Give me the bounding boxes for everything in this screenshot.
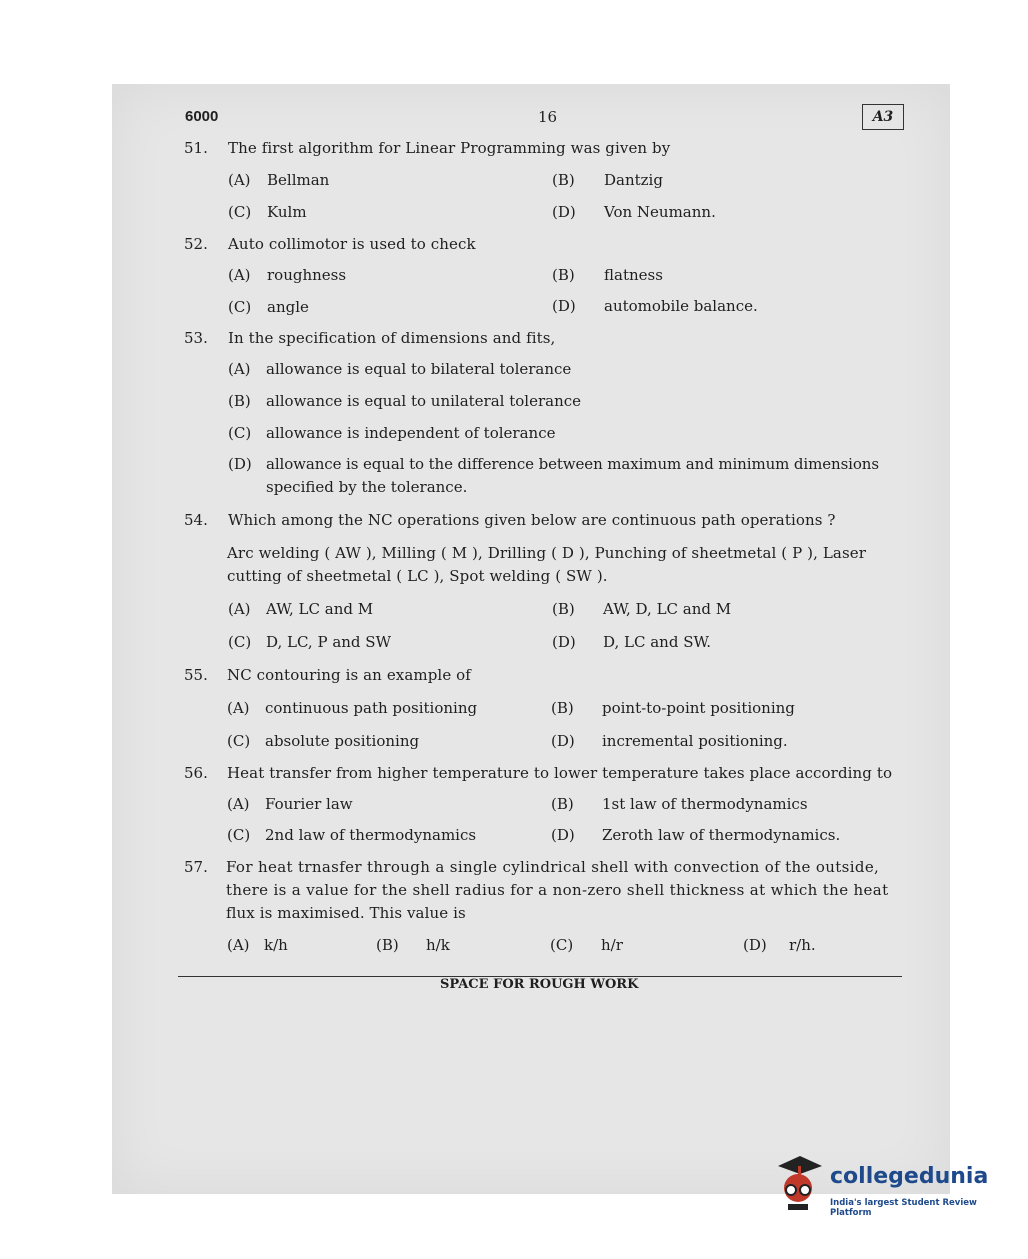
option-label: (A) [227,699,250,717]
option-text: flatness [604,266,663,284]
option-text: AW, LC and M [266,600,374,618]
option-text: k/h [264,936,288,954]
question-text-line2: there is a value for the shell radius for a non-zero shell thickness at which the heat [226,881,889,899]
question-number: 52. [184,235,208,253]
option-label: (A) [228,266,251,284]
question-number: 56. [184,764,208,782]
mascot-icon [770,1152,826,1216]
option-text: Zeroth law of thermodynamics. [602,826,841,844]
option-label: (C) [228,633,252,651]
question-number: 54. [184,511,208,529]
option-text: allowance is independent of tolerance [266,424,556,442]
option-text: point-to-point positioning [602,699,795,717]
option-label: (C) [228,203,252,221]
option-label: (C) [550,936,574,954]
question-text: In the specification of dimensions and fits, [228,329,556,347]
question-number: 57. [184,858,208,876]
option-text: D, LC, P and SW [266,633,391,651]
option-label: (B) [228,392,251,410]
option-label: (B) [551,795,574,813]
option-text: angle [267,298,309,316]
option-label: (A) [227,936,250,954]
option-text: D, LC and SW. [603,633,712,651]
option-label: (A) [227,795,250,813]
page-number: 16 [538,108,558,126]
option-text: absolute positioning [265,732,420,750]
option-label: (B) [552,171,575,189]
option-label: (D) [552,633,576,651]
question-text: Heat transfer from higher temperature to lower temperature takes place according to [227,764,893,782]
question-text: For heat trnasfer through a single cylindrical shell with convection of the outside, [226,858,880,876]
option-text: allowance is equal to bilateral tolerance [266,360,572,378]
option-label: (D) [228,455,252,473]
option-text: 2nd law of thermodynamics [265,826,477,844]
option-label: (A) [228,600,251,618]
question-text-line3: flux is maximised. This value is [226,904,466,922]
option-text: Von Neumann. [604,203,716,221]
option-label: (C) [228,424,252,442]
option-text: automobile balance. [604,297,758,315]
option-label: (D) [552,297,576,315]
booklet-code-box: A3 [862,104,904,130]
option-text: h/r [601,936,623,954]
option-text: AW, D, LC and M [603,600,732,618]
option-label: (B) [552,266,575,284]
option-text-continued: specified by the tolerance. [266,478,468,496]
brand-tagline: India's largest Student Review Platform [830,1198,977,1218]
option-text: continuous path positioning [265,699,478,717]
option-text: Fourier law [265,795,353,813]
option-label: (C) [227,732,251,750]
paper-code: 6000 [185,108,219,125]
option-text: incremental positioning. [602,732,788,750]
option-label: (D) [743,936,767,954]
option-text: Bellman [267,171,330,189]
option-text: allowance is equal to unilateral tolerance [266,392,582,410]
option-label: (B) [552,600,575,618]
option-text: Kulm [267,203,307,221]
option-label: (D) [552,203,576,221]
option-label: (C) [227,826,251,844]
option-label: (C) [228,298,252,316]
option-label: (D) [551,826,575,844]
question-text: Which among the NC operations given below are continuous path operations ? [228,511,836,529]
question-text: The first algorithm for Linear Programming was given by [228,139,671,157]
collegedunia-logo[interactable] [770,1152,1000,1222]
option-text: allowance is equal to the difference between maximum and minimum dimensions [266,455,879,473]
question-text: Auto collimotor is used to check [228,235,476,253]
option-label: (B) [551,699,574,717]
option-label: (B) [376,936,399,954]
question-number: 51. [184,139,208,157]
question-text: NC contouring is an example of [227,666,471,684]
question-text-line3: cutting of sheetmetal ( LC ), Spot welding ( SW ). [227,567,608,585]
option-label: (A) [228,171,251,189]
option-label: (D) [551,732,575,750]
option-label: (A) [228,360,251,378]
question-number: 55. [184,666,208,684]
option-text: 1st law of thermodynamics [602,795,808,813]
option-text: roughness [267,266,347,284]
question-text-line2: Arc welding ( AW ), Milling ( M ), Drilling ( D ), Punching of sheetmetal ( P ), Laser [227,544,867,562]
option-text: Dantzig [604,171,663,189]
rough-work-label: SPACE FOR ROUGH WORK [440,977,639,992]
question-number: 53. [184,329,208,347]
brand-name: collegedunia [830,1164,989,1189]
option-text: r/h. [789,936,816,954]
option-text: h/k [426,936,450,954]
